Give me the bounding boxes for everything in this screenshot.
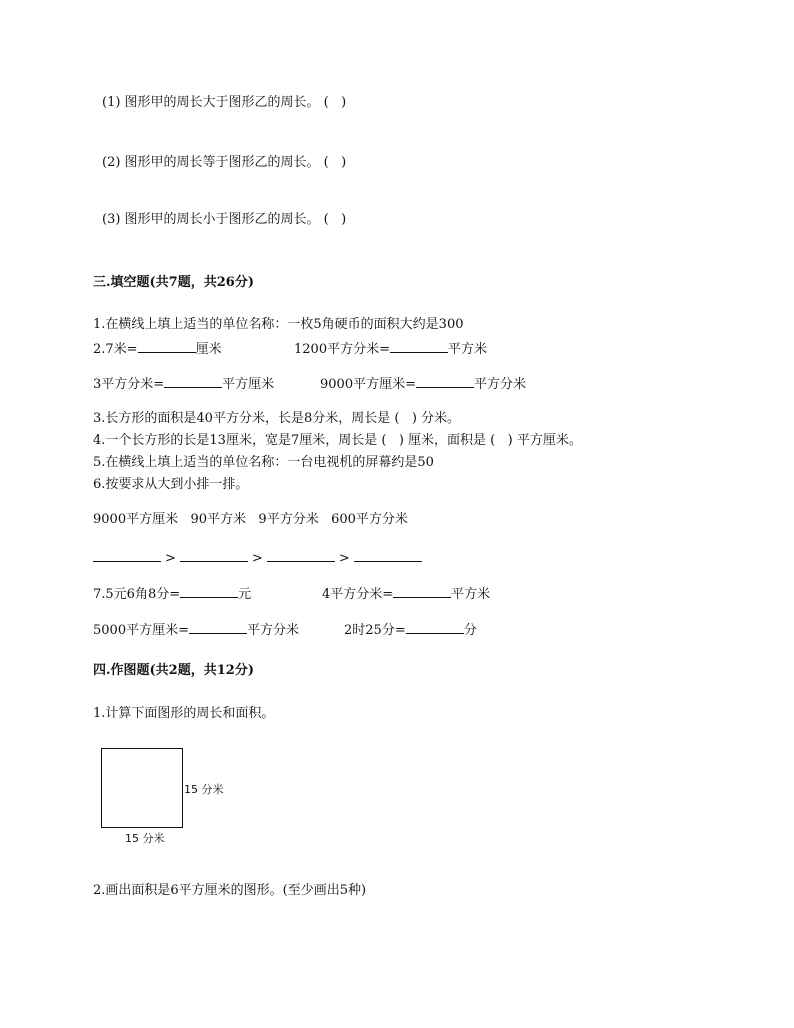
answer-blank [138,340,196,353]
square-figure [101,748,183,828]
fill-q7b-pre: 4平方分米= [322,587,394,602]
fill-q2a-pre: 2.7米= [93,342,138,357]
square-side-label-bottom: 15 分米 [125,832,165,845]
fill-q2a-post: 厘米 [195,342,222,357]
fill-q7d-pre: 2时25分= [344,623,406,638]
fill-q2b-pre: 1200平方分米= [294,342,390,357]
answer-blank [93,549,161,562]
fill-q2d-post: 平方分米 [473,377,526,392]
fill-q7-line2-left [93,621,299,637]
fill-q7c-post: 平方分米 [246,623,299,638]
answer-blank [393,585,451,598]
fill-q6: 6.按要求从大到小排一排。 [93,477,249,492]
draw-q2: 2.画出面积是6平方厘米的图形。(至少画出5种) [93,883,367,898]
fill-q2d-pre: 9000平方厘米= [320,377,416,392]
fill-q7b-post: 平方米 [451,587,491,602]
fill-q3: 3.长方形的面积是40平方分米，长是8分米，周长是 ( ) 分米。 [93,411,461,426]
fill-q1: 1.在横线上填上适当的单位名称：一枚5角硬币的面积大约是300 [93,317,464,332]
section-3-title: 三.填空题(共7题，共26分) [93,275,254,290]
answer-blank [164,375,222,388]
fill-q2c-post: 平方厘米 [222,377,275,392]
greater-than-sign: > [165,551,176,566]
answer-blank [189,621,247,634]
fill-q7a-post: 元 [238,587,252,602]
fill-q2c-pre: 3平方分米= [93,377,165,392]
answer-blank [416,375,474,388]
fill-q7-line1-right [322,585,490,601]
fill-q2b-post: 平方米 [447,342,487,357]
fill-q2-line2-right [320,375,526,391]
greater-than-sign: > [338,551,350,566]
fill-q7c-pre: 5000平方厘米= [93,623,189,638]
fill-q5: 5.在横线上填上适当的单位名称：一台电视机的屏幕约是50 [93,455,434,470]
answer-blank [267,549,335,562]
square-side-label-right: 15 分米 [184,783,224,796]
answer-blank [354,549,422,562]
question-3-text: (3) 图形甲的周长小于图形乙的周长。 ( ) [102,212,347,227]
greater-than-sign: > [251,551,263,566]
order-line [93,549,422,565]
fill-q7a-pre: 7.5元6角8分= [93,587,181,602]
answer-blank [406,621,464,634]
fill-q2-line2-left [93,375,274,391]
answer-blank [180,585,238,598]
question-2-text: (2) 图形甲的周长等于图形乙的周长。 ( ) [102,155,347,170]
answer-blank [180,549,248,562]
fill-q6-items: 9000平方厘米 90平方米 9平方分米 600平方分米 [93,512,408,527]
fill-q7-line1-left [93,585,251,601]
question-1-text: (1) 图形甲的周长大于图形乙的周长。 ( ) [102,95,347,110]
fill-q7d-post: 分 [463,623,477,638]
answer-blank [390,340,448,353]
fill-q4: 4.一个长方形的长是13厘米，宽是7厘米，周长是 ( ) 厘米，面积是 ( ) 平方厘米。 [93,433,582,448]
fill-q2-line1-right [294,340,487,356]
fill-q2-line1-left [93,340,222,356]
section-4-title: 四.作图题(共2题，共12分) [93,663,254,678]
draw-q1: 1.计算下面图形的周长和面积。 [93,706,275,721]
fill-q7-line2-right [344,621,477,637]
